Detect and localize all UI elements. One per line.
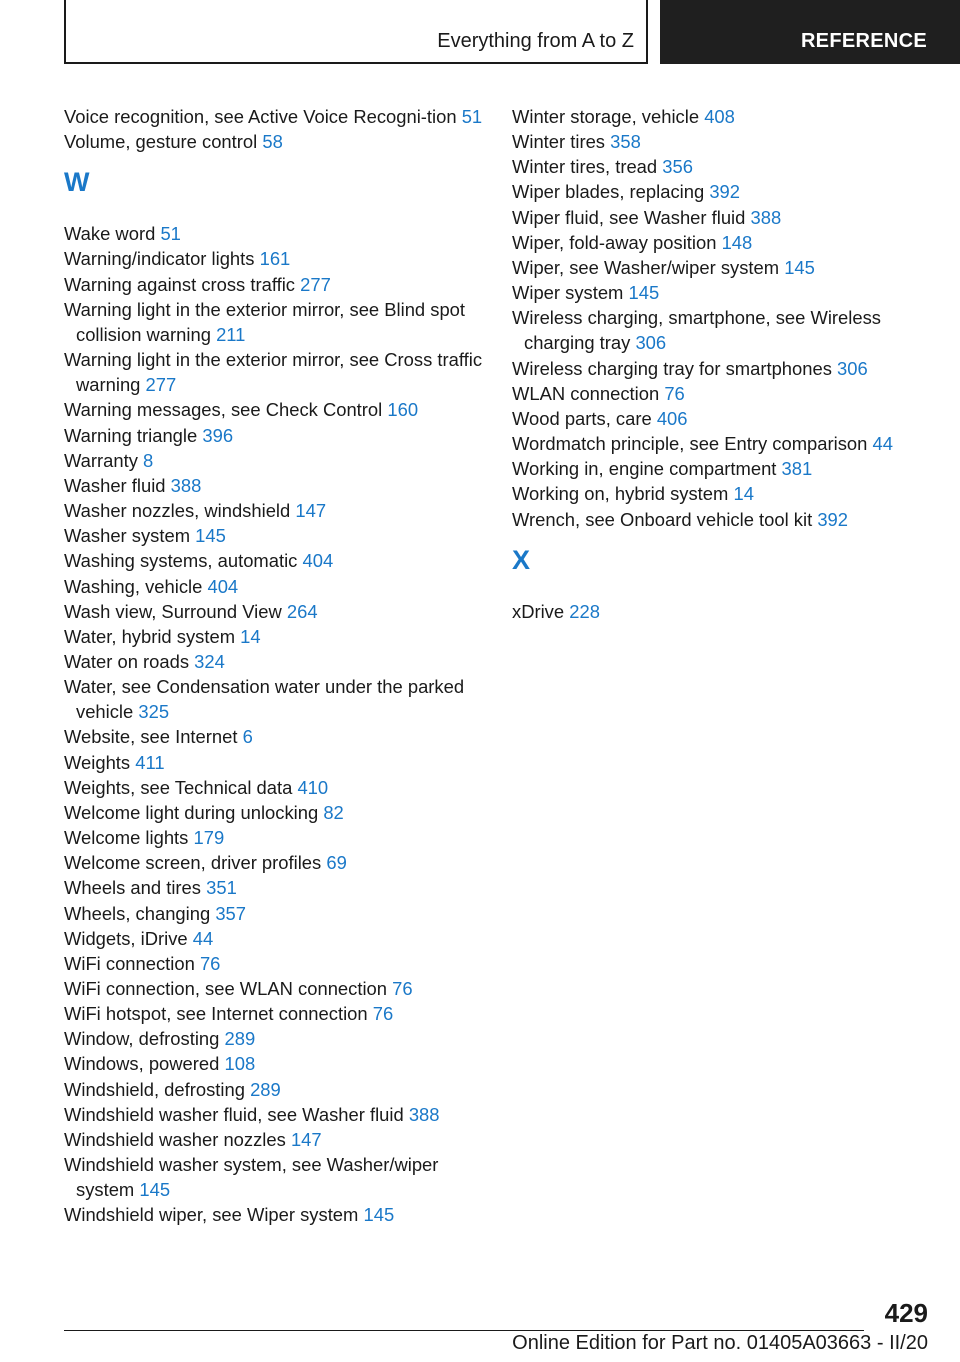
index-entry xyxy=(64,750,494,775)
index-entry-text: Windshield washer nozzles xyxy=(64,1128,286,1150)
index-entry-text: Warning light in the exterior mirror, see Cross traffic warning xyxy=(64,349,483,396)
index-page-link[interactable]: 289 xyxy=(250,1078,281,1100)
index-entry-text: WiFi connection xyxy=(64,952,195,974)
index-entry xyxy=(64,498,494,523)
index-entry xyxy=(512,154,912,179)
index-page-link[interactable]: 51 xyxy=(461,106,483,127)
index-page-link[interactable]: 44 xyxy=(192,927,214,949)
index-entry-text: WiFi hotspot, see Internet connection xyxy=(64,1003,368,1025)
index-page-link[interactable]: 411 xyxy=(135,751,165,773)
index-column-right xyxy=(512,104,912,624)
index-page-link[interactable]: 76 xyxy=(664,382,685,404)
index-entry xyxy=(512,381,912,406)
index-entry-text: Weights xyxy=(64,751,131,773)
index-page-link[interactable]: 76 xyxy=(392,978,413,999)
index-page-link[interactable]: 58 xyxy=(262,131,283,153)
index-entry xyxy=(64,1127,494,1152)
index-entry-text: Windshield, defrosting xyxy=(64,1078,245,1100)
index-entry-text: Widgets, iDrive xyxy=(64,927,188,949)
index-entry-text: Wash view, Surround View xyxy=(64,600,282,622)
index-entry-text: Wood parts, care xyxy=(512,407,652,429)
index-page-link[interactable]: 325 xyxy=(138,701,170,723)
index-page-link[interactable]: 82 xyxy=(323,801,344,823)
index-entry xyxy=(512,129,912,154)
index-entry-text: Wheels and tires xyxy=(64,877,201,899)
index-entry xyxy=(64,246,494,271)
index-entry xyxy=(64,1026,494,1051)
index-entry-text: Washer nozzles, windshield xyxy=(64,500,291,522)
index-entry-text: Volume, gesture control xyxy=(64,131,258,153)
index-entry-text: Website, see Internet xyxy=(64,726,238,748)
index-entry-text: Warranty xyxy=(64,449,138,471)
index-entry xyxy=(64,1001,494,1026)
index-page-link[interactable]: 145 xyxy=(784,256,815,278)
index-entry-text: Welcome lights xyxy=(64,827,189,849)
index-entry-text: Wiper fluid, see Washer fluid xyxy=(512,206,746,228)
index-page-link[interactable]: 404 xyxy=(302,550,334,572)
index-entry xyxy=(512,356,912,381)
index-page-link[interactable]: 145 xyxy=(195,525,226,547)
index-page-link[interactable]: 277 xyxy=(145,374,177,396)
index-entry-text: Wiper blades, replacing xyxy=(512,181,705,203)
index-entry xyxy=(512,599,912,624)
index-entry-text: Warning messages, see Check Control xyxy=(64,399,383,421)
index-entry-text: Water on roads xyxy=(64,650,190,672)
index-page-link[interactable]: 14 xyxy=(240,625,261,647)
index-entry xyxy=(64,574,494,599)
index-entry-text: Warning triangle xyxy=(64,424,198,446)
index-entry-text: WiFi connection, see WLAN connection xyxy=(64,978,388,999)
header-title: Everything from A to Z xyxy=(437,30,634,52)
index-page-link[interactable]: 51 xyxy=(160,223,181,245)
index-entry-text: Warning against cross traffic xyxy=(64,273,295,295)
index-entry xyxy=(512,179,912,204)
index-entry xyxy=(64,724,494,749)
index-entry-text: Voice recognition, see Active Voice Recogni-tion xyxy=(64,106,457,127)
index-page-link[interactable]: 306 xyxy=(635,332,667,354)
index-entry-text: Winter storage, vehicle xyxy=(512,106,700,127)
index-page-link[interactable]: 179 xyxy=(193,827,225,849)
index-entry xyxy=(64,951,494,976)
index-page-link[interactable]: 145 xyxy=(363,1204,395,1226)
index-entry xyxy=(64,976,494,1001)
index-entry xyxy=(64,775,494,800)
index-page-link[interactable]: 147 xyxy=(290,1128,322,1150)
index-page-link[interactable]: 324 xyxy=(194,650,225,672)
index-entry-text: Wake word xyxy=(64,223,156,245)
index-page-link[interactable]: 161 xyxy=(259,248,291,270)
index-entry xyxy=(64,1102,494,1127)
index-entry-text: Winter tires xyxy=(512,131,605,153)
index-page-link[interactable]: 396 xyxy=(202,424,234,446)
index-entry-text: Welcome screen, driver profiles xyxy=(64,852,322,874)
index-entry xyxy=(64,473,494,498)
index-entry xyxy=(64,423,494,448)
index-entry-text: WLAN connection xyxy=(512,382,660,404)
index-entry xyxy=(64,674,494,724)
index-entry-text: Welcome light during unlocking xyxy=(64,801,319,823)
index-entry-text: Working in, engine compartment xyxy=(512,458,777,480)
footer-rule xyxy=(64,1330,864,1331)
index-page-link[interactable]: 69 xyxy=(326,852,347,874)
header-section-tab xyxy=(660,0,960,64)
index-entry-text: Wiper system xyxy=(512,282,624,304)
index-page-link[interactable]: 392 xyxy=(817,508,849,530)
index-entry-text: Wheels, changing xyxy=(64,902,211,924)
index-page-link[interactable]: 388 xyxy=(750,206,782,228)
index-entry xyxy=(64,1051,494,1076)
header-section-label: REFERENCE xyxy=(800,30,927,52)
index-entry xyxy=(64,397,494,422)
index-entry-text: Wireless charging tray for smartphones xyxy=(512,357,832,379)
index-entry-text: Working on, hybrid system xyxy=(512,483,729,505)
index-entry xyxy=(64,875,494,900)
index-entry xyxy=(64,1152,494,1202)
index-entry xyxy=(64,272,494,297)
index-entry xyxy=(512,205,912,230)
index-page-link[interactable]: 392 xyxy=(709,181,740,203)
index-entry-text: Washing, vehicle xyxy=(64,575,203,597)
index-entry-text: Wrench, see Onboard vehicle tool kit xyxy=(512,508,813,530)
page-number: 429 xyxy=(884,1298,928,1328)
index-entry-text: Windshield wiper, see Wiper system xyxy=(64,1204,359,1226)
index-page-link[interactable]: 351 xyxy=(206,877,237,899)
index-page-link[interactable]: 388 xyxy=(170,474,202,496)
index-entry-text: Wireless charging, smartphone, see Wireless charging tray xyxy=(512,307,881,354)
index-entry xyxy=(64,649,494,674)
index-entry xyxy=(64,347,494,397)
index-page-link[interactable]: 14 xyxy=(733,483,754,505)
index-page-link[interactable]: 357 xyxy=(215,902,247,924)
index-entry xyxy=(64,624,494,649)
index-entry xyxy=(64,297,494,347)
index-entry xyxy=(512,255,912,280)
index-entry-text: xDrive xyxy=(512,600,565,622)
index-entry xyxy=(512,280,912,305)
index-entry xyxy=(64,1202,494,1227)
index-entry xyxy=(512,305,912,355)
index-page-link[interactable]: 264 xyxy=(286,600,318,622)
index-page-link[interactable]: 356 xyxy=(662,156,693,178)
index-letter-heading: W xyxy=(64,167,90,198)
index-page-link[interactable]: 145 xyxy=(628,282,660,304)
index-page-link[interactable]: 145 xyxy=(139,1179,171,1201)
index-entry xyxy=(64,221,494,246)
index-entry-text: Window, defrosting xyxy=(64,1028,220,1050)
index-page-link[interactable]: 211 xyxy=(216,323,246,345)
index-entry xyxy=(64,825,494,850)
index-page-link[interactable]: 408 xyxy=(704,106,735,127)
index-entry-text: Warning/indicator lights xyxy=(64,248,255,270)
index-entry-text: Wordmatch principle, see Entry comparison xyxy=(512,433,868,455)
index-entry-text: Warning light in the exterior mirror, see Blind spot collision warning xyxy=(64,298,466,345)
index-entry xyxy=(512,481,912,506)
index-entry xyxy=(512,230,912,255)
index-page-link[interactable]: 404 xyxy=(207,575,239,597)
index-entry-text: Wiper, fold-away position xyxy=(512,231,717,253)
index-entry-text: Windows, powered xyxy=(64,1053,220,1075)
index-page-link[interactable]: 306 xyxy=(837,357,868,379)
index-entry xyxy=(512,406,912,431)
index-page-link[interactable]: 44 xyxy=(872,433,893,455)
footer-edition-text: Online Edition for Part no. 01405A03663 - II/20 xyxy=(512,1332,928,1354)
index-page-link[interactable]: 289 xyxy=(224,1028,256,1050)
index-entry xyxy=(64,901,494,926)
index-page-link[interactable]: 148 xyxy=(721,231,753,253)
index-entry xyxy=(64,523,494,548)
index-entry xyxy=(512,456,912,481)
index-entry xyxy=(64,850,494,875)
index-entry xyxy=(64,599,494,624)
index-page-link[interactable]: 381 xyxy=(781,458,813,480)
index-entry xyxy=(64,129,494,154)
index-column-left xyxy=(64,104,494,1228)
index-entry xyxy=(512,507,912,532)
index-page-link[interactable]: 228 xyxy=(569,600,600,622)
index-entry-text: Water, hybrid system xyxy=(64,625,236,647)
index-page-link[interactable]: 147 xyxy=(295,500,327,522)
index-page-link[interactable]: 6 xyxy=(242,726,253,748)
index-entry-text: Washing systems, automatic xyxy=(64,550,298,572)
index-entry xyxy=(64,1077,494,1102)
index-entry-text: Wiper, see Washer/wiper system xyxy=(512,256,780,278)
index-entry xyxy=(64,548,494,573)
index-entry-text: Water, see Condensation water under the parked vehicle xyxy=(64,676,465,723)
index-letter-heading: X xyxy=(512,544,531,575)
index-entry-text: Washer fluid xyxy=(64,474,166,496)
index-page-link[interactable]: 410 xyxy=(297,776,329,798)
index-page-link[interactable]: 160 xyxy=(387,399,419,421)
index-page-link[interactable]: 8 xyxy=(143,449,154,471)
index-page-link[interactable]: 277 xyxy=(300,273,331,295)
index-entry-text: Windshield washer fluid, see Washer fluid xyxy=(64,1103,404,1125)
index-page-link[interactable]: 108 xyxy=(224,1053,256,1075)
index-entry xyxy=(64,448,494,473)
index-entry xyxy=(64,800,494,825)
index-entry xyxy=(64,926,494,951)
index-entry xyxy=(512,431,912,456)
header-title-box xyxy=(64,0,648,64)
index-entry xyxy=(64,104,494,129)
index-page-link[interactable]: 388 xyxy=(408,1103,440,1125)
index-page-link[interactable]: 358 xyxy=(610,131,641,153)
index-page-link[interactable]: 76 xyxy=(199,952,221,974)
index-page-link[interactable]: 76 xyxy=(372,1003,394,1025)
index-entry-text: Weights, see Technical data xyxy=(64,776,293,798)
index-entry xyxy=(512,104,912,129)
index-entry-text: Windshield washer system, see Washer/wiper system xyxy=(64,1154,439,1201)
index-page-link[interactable]: 406 xyxy=(656,407,688,429)
index-entry-text: Winter tires, tread xyxy=(512,156,658,178)
index-entry-text: Washer system xyxy=(64,525,191,547)
